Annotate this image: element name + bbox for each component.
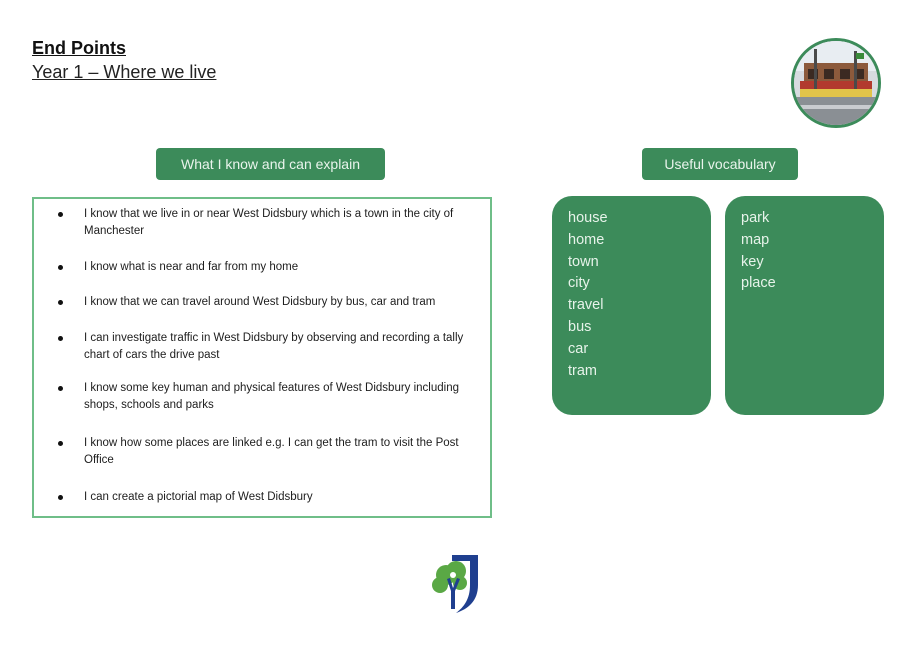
vocab-word: travel xyxy=(568,297,604,314)
know-box xyxy=(32,197,492,518)
bullet-icon xyxy=(58,212,63,217)
vocab-word: bus xyxy=(568,318,592,335)
vocab-word: town xyxy=(568,253,599,270)
know-item-text: I know that we live in or near West Didsbury which is a town in the city of Manchester xyxy=(84,208,454,237)
vocab-card-2 xyxy=(725,196,884,415)
know-item-text: I can create a pictorial map of West Didsbury xyxy=(84,491,313,503)
vocab-section-heading: Useful vocabulary xyxy=(642,148,798,180)
street-photo xyxy=(791,38,881,128)
know-item-text: I know what is near and far from my home xyxy=(84,261,299,273)
vocab-word: key xyxy=(741,253,764,270)
know-item xyxy=(58,206,468,240)
page-subtitle: Year 1 – Where we live xyxy=(32,62,217,82)
vocab-word: map xyxy=(741,231,770,248)
vocab-word: park xyxy=(741,210,770,226)
page-title: End Points xyxy=(32,38,126,58)
vocab-card-1 xyxy=(552,196,711,415)
know-item xyxy=(58,330,468,364)
bullet-icon xyxy=(58,300,63,305)
vocab-word: house xyxy=(568,210,608,226)
know-item xyxy=(58,489,468,506)
street-photo-image xyxy=(794,41,878,125)
know-item xyxy=(58,435,468,469)
vocab-word: home xyxy=(568,231,605,248)
know-item-text: I know some key human and physical features of West Didsbury including shops, schools and parks xyxy=(84,382,460,411)
know-item xyxy=(58,259,468,276)
school-logo xyxy=(430,551,486,615)
know-item xyxy=(58,294,468,311)
know-item xyxy=(58,380,468,414)
know-item-text: I know that we can travel around West Didsbury by bus, car and tram xyxy=(84,296,436,308)
vocab-word: city xyxy=(568,275,590,292)
know-item-text: I know how some places are linked e.g. I can get the tram to visit the Post Office xyxy=(84,437,459,466)
vocab-word: place xyxy=(741,275,776,292)
tree-shield-icon xyxy=(430,551,486,615)
bullet-icon xyxy=(58,441,63,446)
bullet-icon xyxy=(58,265,63,270)
bullet-icon xyxy=(58,336,63,341)
know-section-heading: What I know and can explain xyxy=(156,148,385,180)
bullet-icon xyxy=(58,495,63,500)
vocab-word: tram xyxy=(568,362,597,379)
know-item-text: I can investigate traffic in West Didsbury by observing and recording a tally chart of cars the drive past xyxy=(84,332,464,361)
vocab-word: car xyxy=(568,340,589,357)
bullet-icon xyxy=(58,386,63,391)
